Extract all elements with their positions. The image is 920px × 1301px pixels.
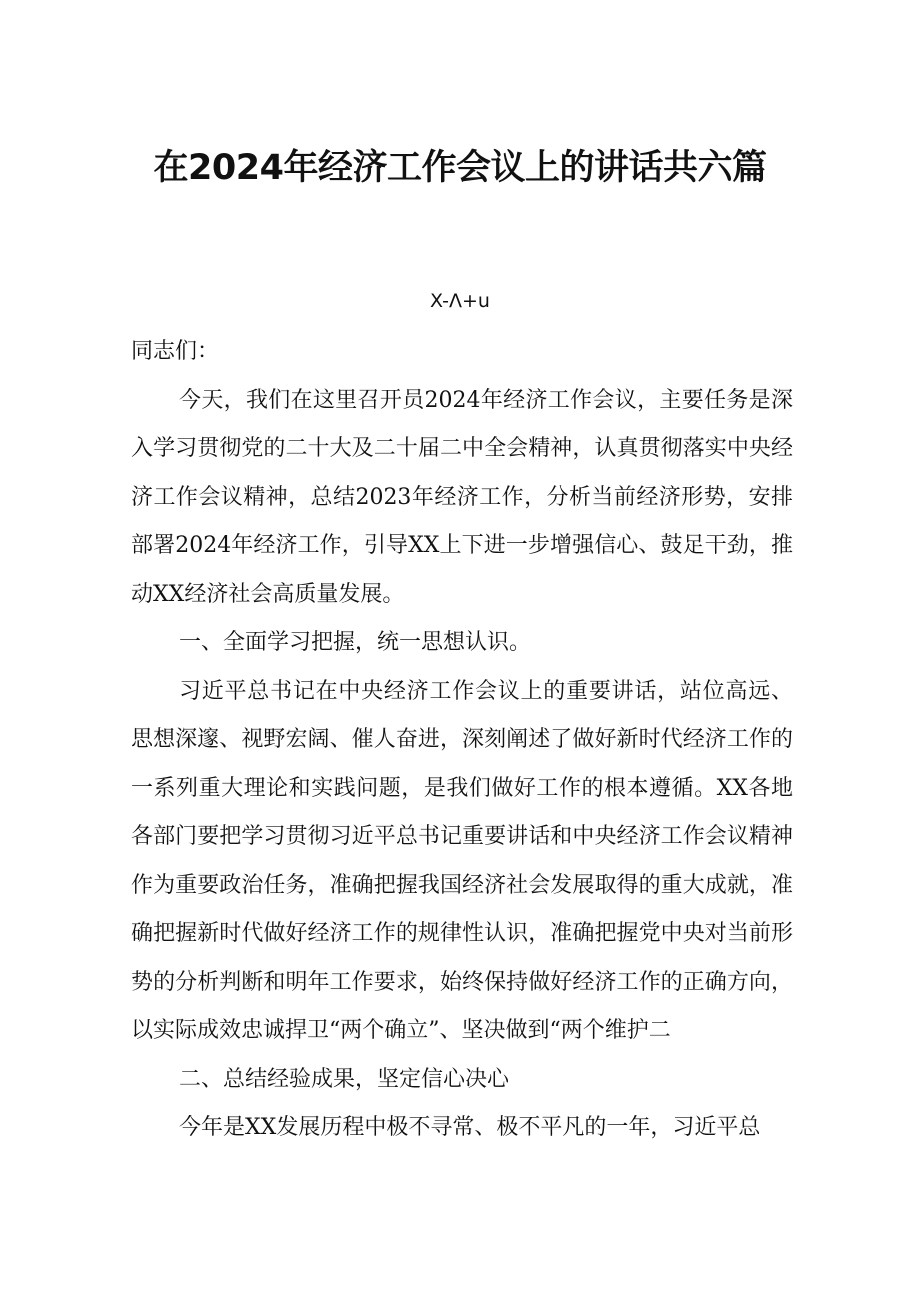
paragraph-opening: 今天，我们在这里召开员2024年经济工作会议，主要任务是深入学习贯彻党的二十大及二十届二中全会精神，认真贯彻落实中央经济工作会议精神，总结2023年经济工作，分析当前经济形势，安排部署2024年经济工作，引导XX上下进一步增强信心、鼓足干劲，推动XX经济社会高质量发展。 bbox=[131, 387, 793, 607]
document-subtitle: X-Λ+u bbox=[430, 290, 490, 312]
document-title: 在2024年经济工作会议上的讲话共六篇 bbox=[153, 148, 767, 188]
paragraph-section-2: 今年是XX发展历程中极不寻常、极不平凡的一年，习近平总 bbox=[179, 1115, 761, 1140]
salutation: 同志们： bbox=[131, 339, 220, 364]
paragraph-section-1: 习近平总书记在中央经济工作会议上的重要讲话，站位高远、思想深邃、视野宏阔、催人奋进，深刻阐述了做好新时代经济工作的一系列重大理论和实践问题，是我们做好工作的根本遵循。XX各地各部门要把学习贯彻习近平总书记重要讲话和中央经济工作会议精神作为重要政治任务，准确把握我国经济社会发展取得的重大成就，准确把握新时代做好经济工作的规律性认识，准确把握党中央对当前形势的分析判断和明年工作要求，始终保持做好经济工作的正确方向，以实际成效忠诚捍卫“两个确立”、坚决做到“两个维护二 bbox=[131, 678, 793, 1043]
document-body bbox=[131, 328, 793, 1153]
section-heading-2: 二、总结经验成果，坚定信心决心 bbox=[179, 1066, 510, 1092]
section-heading-1: 一、全面学习把握，统一思想认识。 bbox=[179, 630, 532, 655]
